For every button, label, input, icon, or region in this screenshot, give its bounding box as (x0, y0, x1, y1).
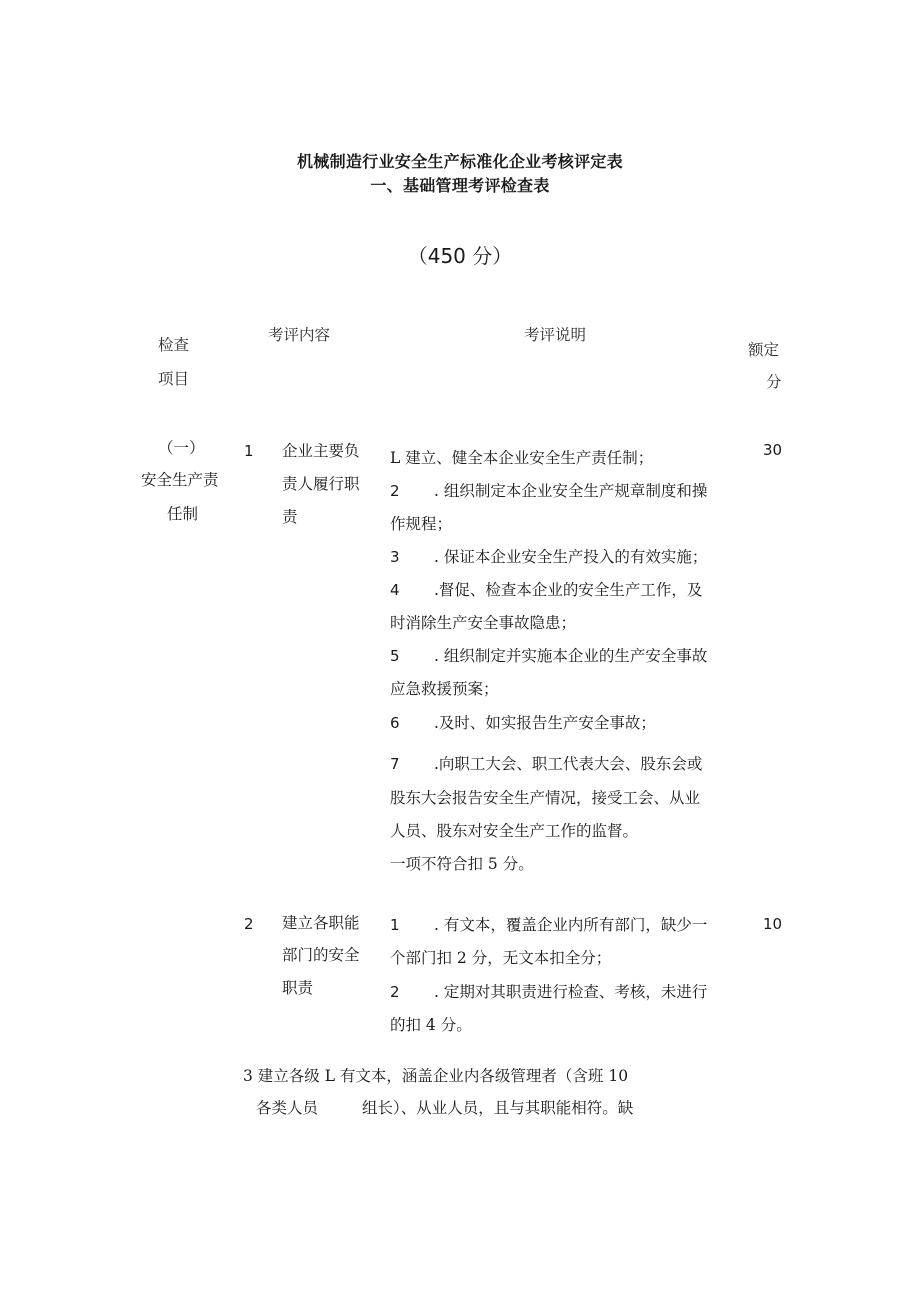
row2-number: 2 (244, 915, 254, 933)
row3-desc-line2: 组长）、从业人员，且与其职能相符。缺 (362, 1099, 634, 1117)
row2-score: 10 (763, 915, 783, 933)
row1-content-line2: 责人履行职 (282, 475, 360, 493)
row2-desc-line: 1 . 有文本，覆盖企业内所有部门，缺少一 (390, 916, 708, 934)
row3-content-line2: 各类人员 (256, 1099, 319, 1117)
row1-desc-line: 5 . 组织制定并实施本企业的生产安全事故 (390, 647, 708, 665)
row2-content-line1: 建立各职能 (282, 914, 360, 932)
section-name-line1: （一） (158, 439, 205, 457)
header-score-line1: 额定 (748, 341, 780, 359)
row2-desc-line: 2 . 定期对其职责进行检查、考核，未进行 (390, 983, 708, 1001)
row1-content-line1: 企业主要负 (282, 442, 360, 460)
row1-desc-line: 股东大会报告安全生产情况，接受工会、从业 (390, 789, 701, 807)
row1-desc-line: L 建立、健全本企业安全生产责任制； (390, 449, 654, 467)
row2-desc-line: 个部门扣 2 分，无文本扣全分； (390, 949, 612, 967)
total-score: （450 分） (407, 244, 513, 268)
row1-desc-line: 人员、股东对安全生产工作的监督。 (390, 822, 639, 840)
row1-score: 30 (763, 441, 783, 459)
row1-desc-line: 时消除生产安全事故隐患； (390, 614, 577, 632)
header-score-line2: 分 (766, 373, 782, 391)
header-content: 考评内容 (268, 326, 331, 344)
section-name-line3: 任制 (167, 505, 199, 523)
row1-number: 1 (244, 442, 254, 460)
row1-desc-line: 6 .及时、如实报告生产安全事故； (390, 714, 656, 732)
row1-desc-line: 作规程； (390, 515, 453, 533)
document-title: 机械制造行业安全生产标准化企业考核评定表 (296, 152, 623, 171)
row1-desc-line: 7 .向职工大会、职工代表大会、股东会或 (390, 755, 703, 773)
header-item-line1: 检查 (158, 336, 190, 354)
row1-deduction-note: 一项不符合扣 5 分。 (390, 855, 534, 873)
row1-desc-line: 3 . 保证本企业安全生产投入的有效实施； (390, 548, 708, 566)
row1-desc-line: 应急救援预案； (390, 680, 499, 698)
header-item-line2: 项目 (158, 370, 190, 388)
row1-desc-line: 4 .督促、检查本企业的安全生产工作，及 (390, 581, 703, 599)
row2-desc-line: 的扣 4 分。 (390, 1016, 472, 1034)
row2-content-line3: 职责 (282, 979, 314, 997)
row1-desc-line: 2 . 组织制定本企业安全生产规章制度和操 (390, 482, 708, 500)
section-name-line2: 安全生产责 (141, 471, 219, 489)
header-description: 考评说明 (524, 326, 587, 344)
row3-line1: 3 建立各级 L 有文本，涵盖企业内各级管理者（含班 10 (243, 1067, 629, 1085)
row2-content-line2: 部门的安全 (282, 946, 360, 964)
row1-content-line3: 责 (282, 508, 298, 526)
document-subtitle: 一、基础管理考评检查表 (370, 176, 550, 195)
